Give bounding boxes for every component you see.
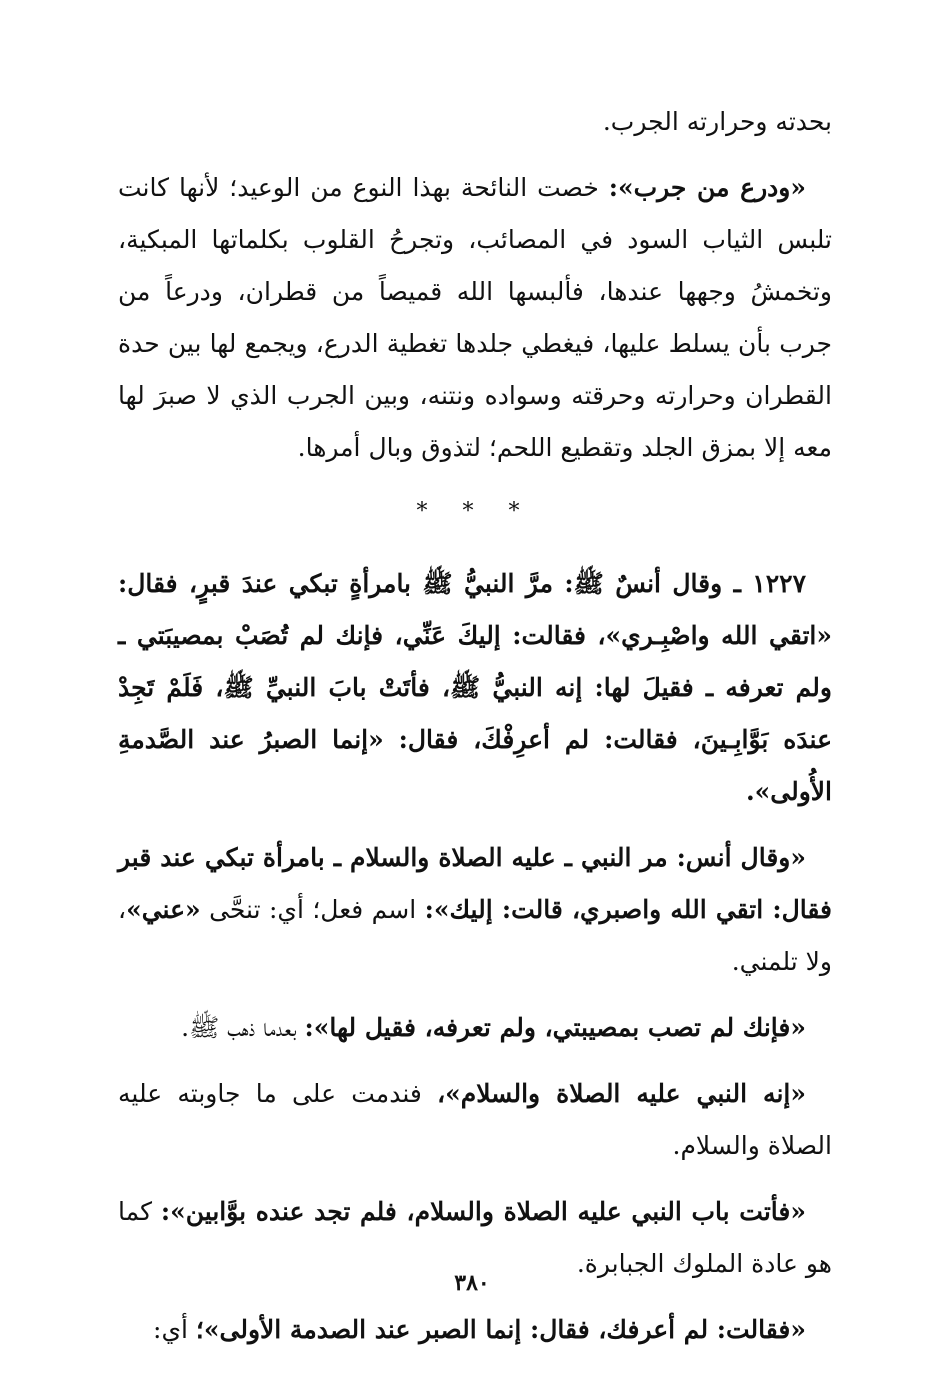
section-separator: * * * [416,499,534,524]
paragraph-5-text: بعدما ذهب ﷺ. [181,1013,305,1042]
paragraph-6 [118,1068,832,1172]
page-number: ٣٨٠ [454,1270,490,1296]
paragraph-2 [118,162,832,474]
paragraph-8-lead: «فقالت: لم أعرفك، فقال: إنما الصبر عند الصدمة الأولى»؛ [195,1315,806,1344]
paragraph-6-lead: «إنه النبي عليه الصلاة والسلام»، [437,1079,806,1108]
paragraph-4 [118,832,832,988]
hadith-paragraph [118,558,832,818]
paragraph-2-text: خصت النائحة بهذا النوع من الوعيد؛ لأنها كانت تلبس الثياب السود في المصائب، وتجرحُ القلوب بكلماتها المبكية، وتخمشُ وجهها عندها، فألبسها الله قميصاً من قطران، ودرعاً من جرب بأن يسلط عليها، فيغطي جلدها تغطية الدرع، ويجمع لها بين حدة القطران وحرارته وحرقته وسواده ونتنه، وبين الجرب الذي لا صبرَ لها معه إلا بمزق الجلد وتقطيع اللحم؛ لتذوق وبال أمرها. [118,173,832,462]
paragraph-8 [118,1304,832,1356]
paragraph-1-text: بحدته وحرارته الجرب. [602,107,832,136]
paragraph-4-lead-2: «عني» [126,895,201,924]
paragraph-6-text: فندمت على ما جاوبته عليه الصلاة والسلام. [118,1079,832,1160]
paragraph-5-lead: «فإنك لم تصب بمصيبتي، ولم تعرفه، فقيل لها»: [304,1013,806,1042]
paragraph-2-lead: «ودرع من جرب»: [608,173,806,202]
paragraph-4-text-2: ، ولا تلمني. [118,895,832,976]
paragraph-7-lead: «فأتت باب النبي عليه الصلاة والسلام، فلم تجد عنده بوَّابين»: [160,1197,806,1226]
paragraph-1 [118,96,832,148]
paragraph-4-lead: «وقال أنس: مر النبي ـ عليه الصلاة والسلام ـ بامرأة تبكي عند قبر فقال: اتقي الله واصبري، قالت: إليك»: [118,843,832,924]
paragraph-8-text: أي: [153,1315,196,1344]
paragraph-4-text: اسم فعل؛ أي: تنحَّى [200,895,425,924]
page-body [118,96,832,1370]
hadith-text: ١٢٢٧ ـ وقال أنسٌ ﷺ: مرَّ النبيُّ ﷺ بامرأةٍ تبكي عندَ قبرٍ، فقال: «اتقي الله واصْبِـري»، فقالت: إليكَ عَنِّي، فإنك لم تُصَبْ بمصيبَتي ـ ولم تعرفه ـ فقيلَ لها: إنه النبيُّ ﷺ، فأتَتْ بابَ النبيِّ ﷺ، فَلَمْ تَجِدْ عندَه بَوَّابِـينَ، فقالت: لم أعرِفْكَ، فقال: «إنما الصبرُ عند الصَّدمةِ الأُولى». [118,569,832,806]
paragraph-7-text: كما هو عادة الملوك الجبابرة. [118,1197,832,1278]
paragraph-5 [118,1002,832,1054]
